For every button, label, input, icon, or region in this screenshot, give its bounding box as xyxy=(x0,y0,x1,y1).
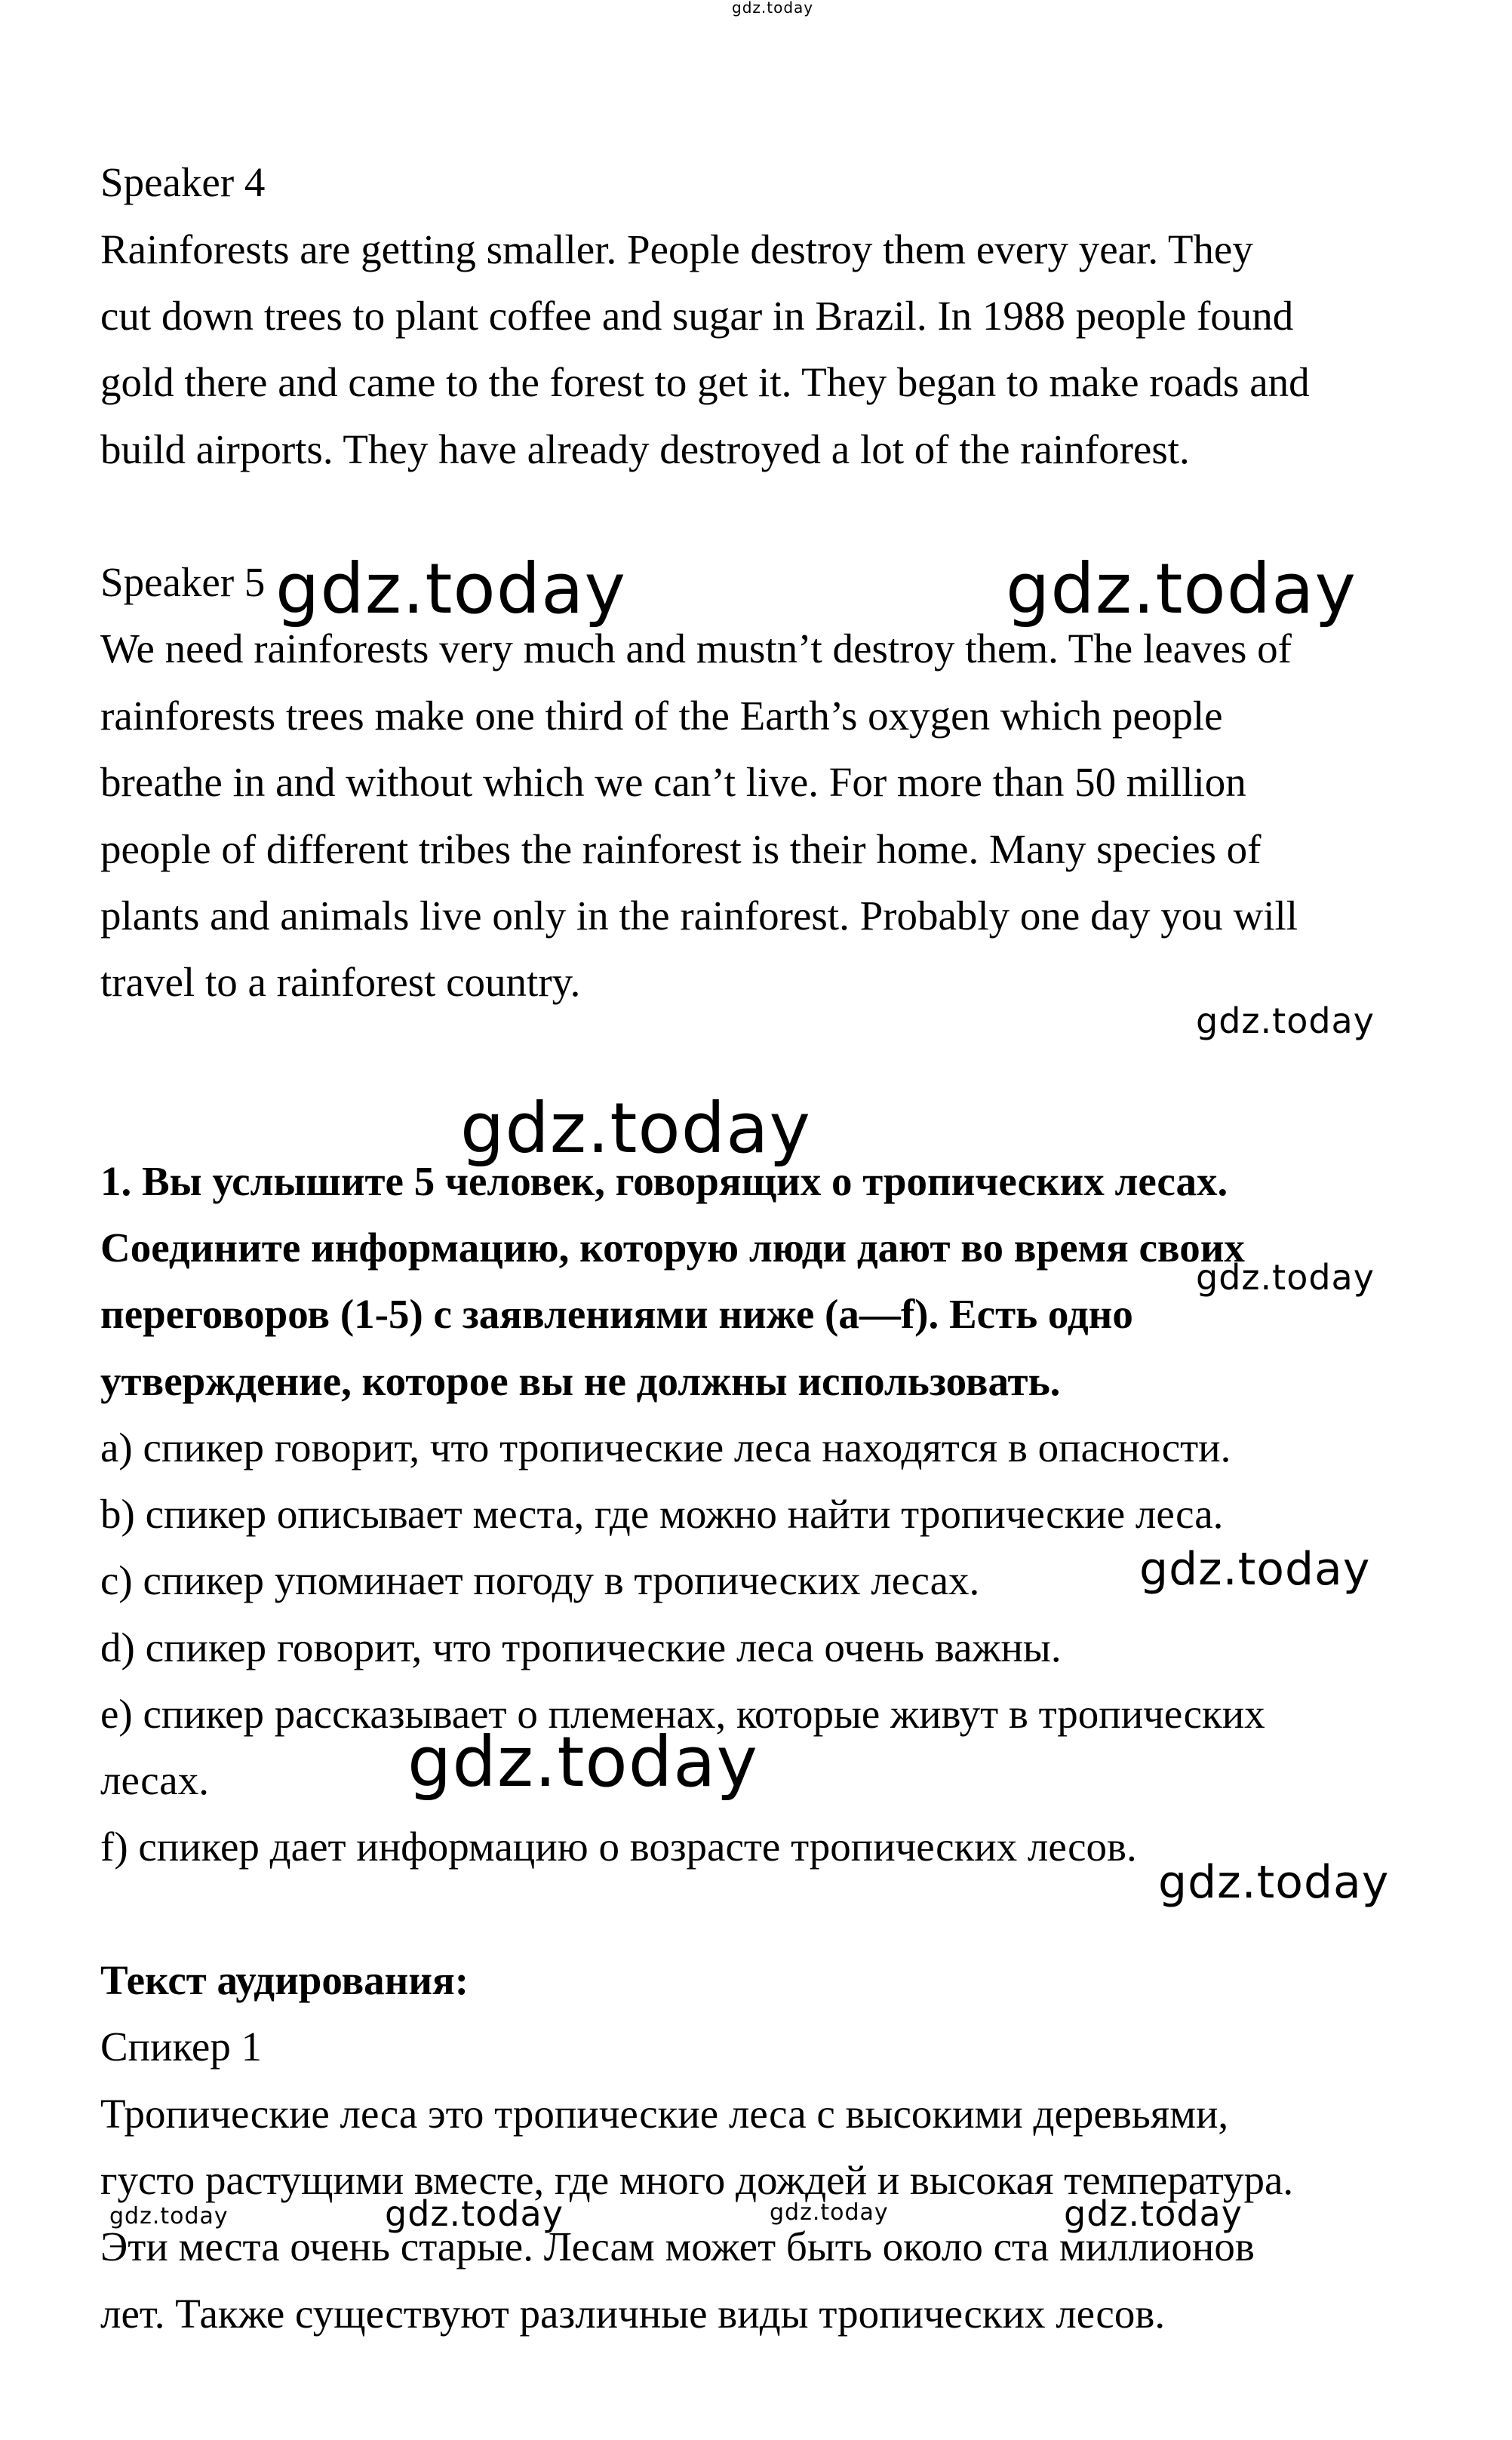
speaker5-line: rainforests trees make one third of the Earth’s oxygen which people xyxy=(100,693,1223,739)
speaker5-heading: Speaker 5 xyxy=(100,559,266,605)
task-option: b) спикер описывает места, где можно найти тропические леса. xyxy=(100,1491,1224,1537)
speaker4-line: gold there and came to the forest to get it. They began to make roads and xyxy=(100,359,1310,405)
listening-line: Тропические леса это тропические леса с высокими деревьями, xyxy=(100,2091,1229,2137)
watermark: gdz.today xyxy=(407,1722,758,1802)
speaker4-heading: Speaker 4 xyxy=(100,159,266,205)
speaker5-line: breathe in and without which we can’t live. For more than 50 million xyxy=(100,759,1246,805)
watermark: gdz.today xyxy=(1196,1257,1375,1298)
speaker5-line: travel to a rainforest country. xyxy=(100,959,581,1005)
listening-line: густо растущими вместе, где много дождей и высокая температура. xyxy=(100,2157,1294,2203)
watermark: gdz.today xyxy=(385,2193,564,2234)
task-instruction-line: утверждение, которое вы не должны использовать. xyxy=(100,1358,1061,1404)
watermark: gdz.today xyxy=(1196,1000,1375,1041)
watermark: gdz.today xyxy=(109,2203,229,2229)
listening-title: Текст аудирования: xyxy=(100,1957,469,2003)
task-instruction-line: Соедините информацию, которую люди дают во время своих xyxy=(100,1225,1245,1271)
watermark: gdz.today xyxy=(1158,1856,1390,1909)
speaker5-line: people of different tribes the rainforest is their home. Many species of xyxy=(100,826,1262,872)
watermark: gdz.today xyxy=(275,549,626,629)
speaker4-line: build airports. They have already destroyed a lot of the rainforest. xyxy=(100,426,1190,472)
task-option: f) спикер дает информацию о возрасте тропических лесов. xyxy=(100,1824,1137,1870)
task-instruction-line: 1. Вы услышите 5 человек, говорящих о тропических лесах. xyxy=(100,1158,1228,1204)
task-instruction-line: переговоров (1-5) с заявлениями ниже (a—f). Есть одно xyxy=(100,1291,1133,1337)
speaker5-line: We need rainforests very much and mustn’t destroy them. The leaves of xyxy=(100,625,1292,671)
task-option: d) спикер говорит, что тропические леса очень важны. xyxy=(100,1624,1062,1670)
speaker5-line: plants and animals live only in the rainforest. Probably one day you will xyxy=(100,893,1298,939)
task-option: c) спикер упоминает погоду в тропических лесах. xyxy=(100,1557,980,1603)
watermark: gdz.today xyxy=(732,0,814,17)
watermark: gdz.today xyxy=(1139,1543,1371,1596)
speaker4-line: cut down trees to plant coffee and sugar in Brazil. In 1988 people found xyxy=(100,293,1294,339)
task-option: лесах. xyxy=(100,1757,209,1803)
listening-line: лет. Также существуют различные виды тропических лесов. xyxy=(100,2291,1166,2337)
watermark: gdz.today xyxy=(460,1088,811,1169)
task-option: a) спикер говорит, что тропические леса находятся в опасности. xyxy=(100,1424,1231,1470)
task-option: e) спикер рассказывает о племенах, которые живут в тропических xyxy=(100,1691,1265,1737)
watermark: gdz.today xyxy=(1006,549,1357,629)
watermark: gdz.today xyxy=(770,2199,889,2226)
listening-speaker1-heading: Спикер 1 xyxy=(100,2024,263,2070)
speaker4-line: Rainforests are getting smaller. People destroy them every year. They xyxy=(100,226,1253,272)
listening-line: Эти места очень старые. Лесам может быть около ста миллионов xyxy=(100,2223,1255,2269)
watermark: gdz.today xyxy=(1064,2193,1243,2234)
